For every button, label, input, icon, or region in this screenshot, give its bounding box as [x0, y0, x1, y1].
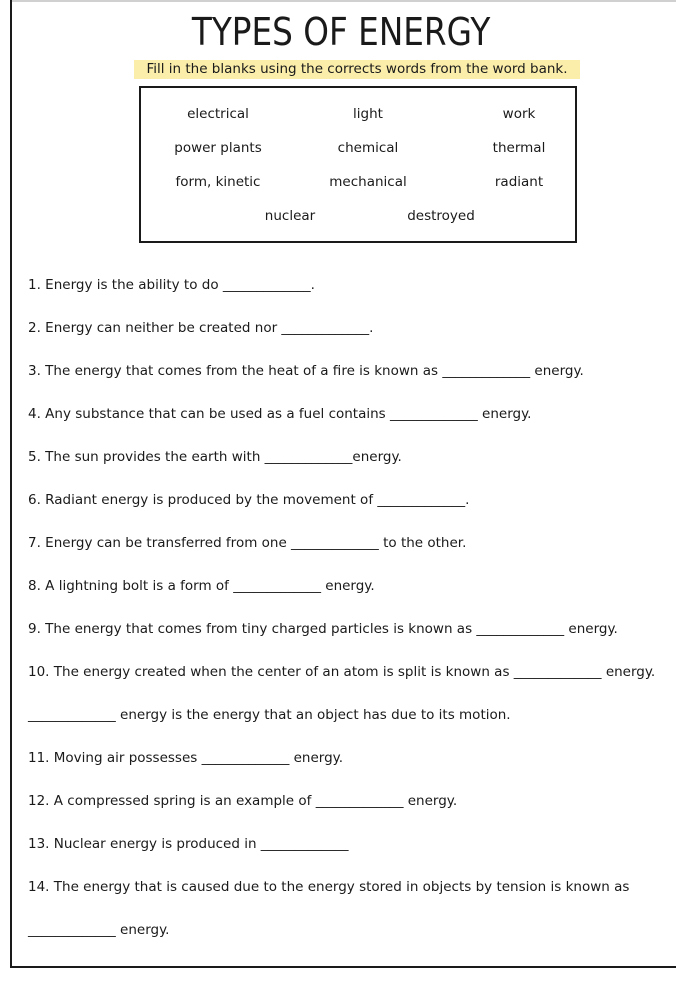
- question-5: 5. The sun provides the earth with _____________energy.: [28, 449, 402, 465]
- question-2: 2. Energy can neither be created nor _____________.: [28, 320, 374, 336]
- word-bank-box: [139, 86, 577, 243]
- word-bank-item: work: [502, 106, 536, 122]
- question-10-continued: _____________ energy is the energy that an object has due to its motion.: [28, 707, 511, 723]
- page-border-left: [10, 0, 12, 968]
- word-bank-item: nuclear: [264, 208, 316, 224]
- question-11: 11. Moving air possesses _____________ energy.: [28, 750, 344, 766]
- instructions-banner: Fill in the blanks using the corrects words from the word bank.: [134, 60, 580, 79]
- question-4: 4. Any substance that can be used as a fuel contains _____________ energy.: [28, 406, 532, 422]
- question-10: 10. The energy created when the center of an atom is split is known as _____________ energy.: [28, 664, 656, 680]
- question-8: 8. A lightning bolt is a form of _____________ energy.: [28, 578, 375, 594]
- word-bank-item: radiant: [494, 174, 544, 190]
- question-13: 13. Nuclear energy is produced in _____________: [28, 836, 349, 852]
- word-bank-item: destroyed: [407, 208, 475, 224]
- word-bank-item: electrical: [187, 106, 249, 122]
- word-bank-item: chemical: [337, 140, 399, 156]
- question-3: 3. The energy that comes from the heat of a fire is known as _____________ energy.: [28, 363, 584, 379]
- question-6: 6. Radiant energy is produced by the movement of _____________.: [28, 492, 470, 508]
- question-9: 9. The energy that comes from tiny charged particles is known as _____________ energy.: [28, 621, 618, 637]
- worksheet-title: TYPES OF ENERGY: [191, 10, 491, 54]
- question-14: 14. The energy that is caused due to the energy stored in objects by tension is known as: [28, 879, 630, 895]
- top-rule: [12, 0, 676, 2]
- word-bank-item: form, kinetic: [175, 174, 261, 190]
- page-border-bottom: [10, 966, 676, 968]
- word-bank-item: light: [353, 106, 383, 122]
- question-14-continued: _____________ energy.: [28, 922, 170, 938]
- word-bank-item: mechanical: [329, 174, 407, 190]
- question-1: 1. Energy is the ability to do _____________.: [28, 277, 315, 293]
- question-12: 12. A compressed spring is an example of _____________ energy.: [28, 793, 458, 809]
- word-bank-item: thermal: [492, 140, 546, 156]
- word-bank-item: power plants: [174, 140, 262, 156]
- question-7: 7. Energy can be transferred from one _____________ to the other.: [28, 535, 467, 551]
